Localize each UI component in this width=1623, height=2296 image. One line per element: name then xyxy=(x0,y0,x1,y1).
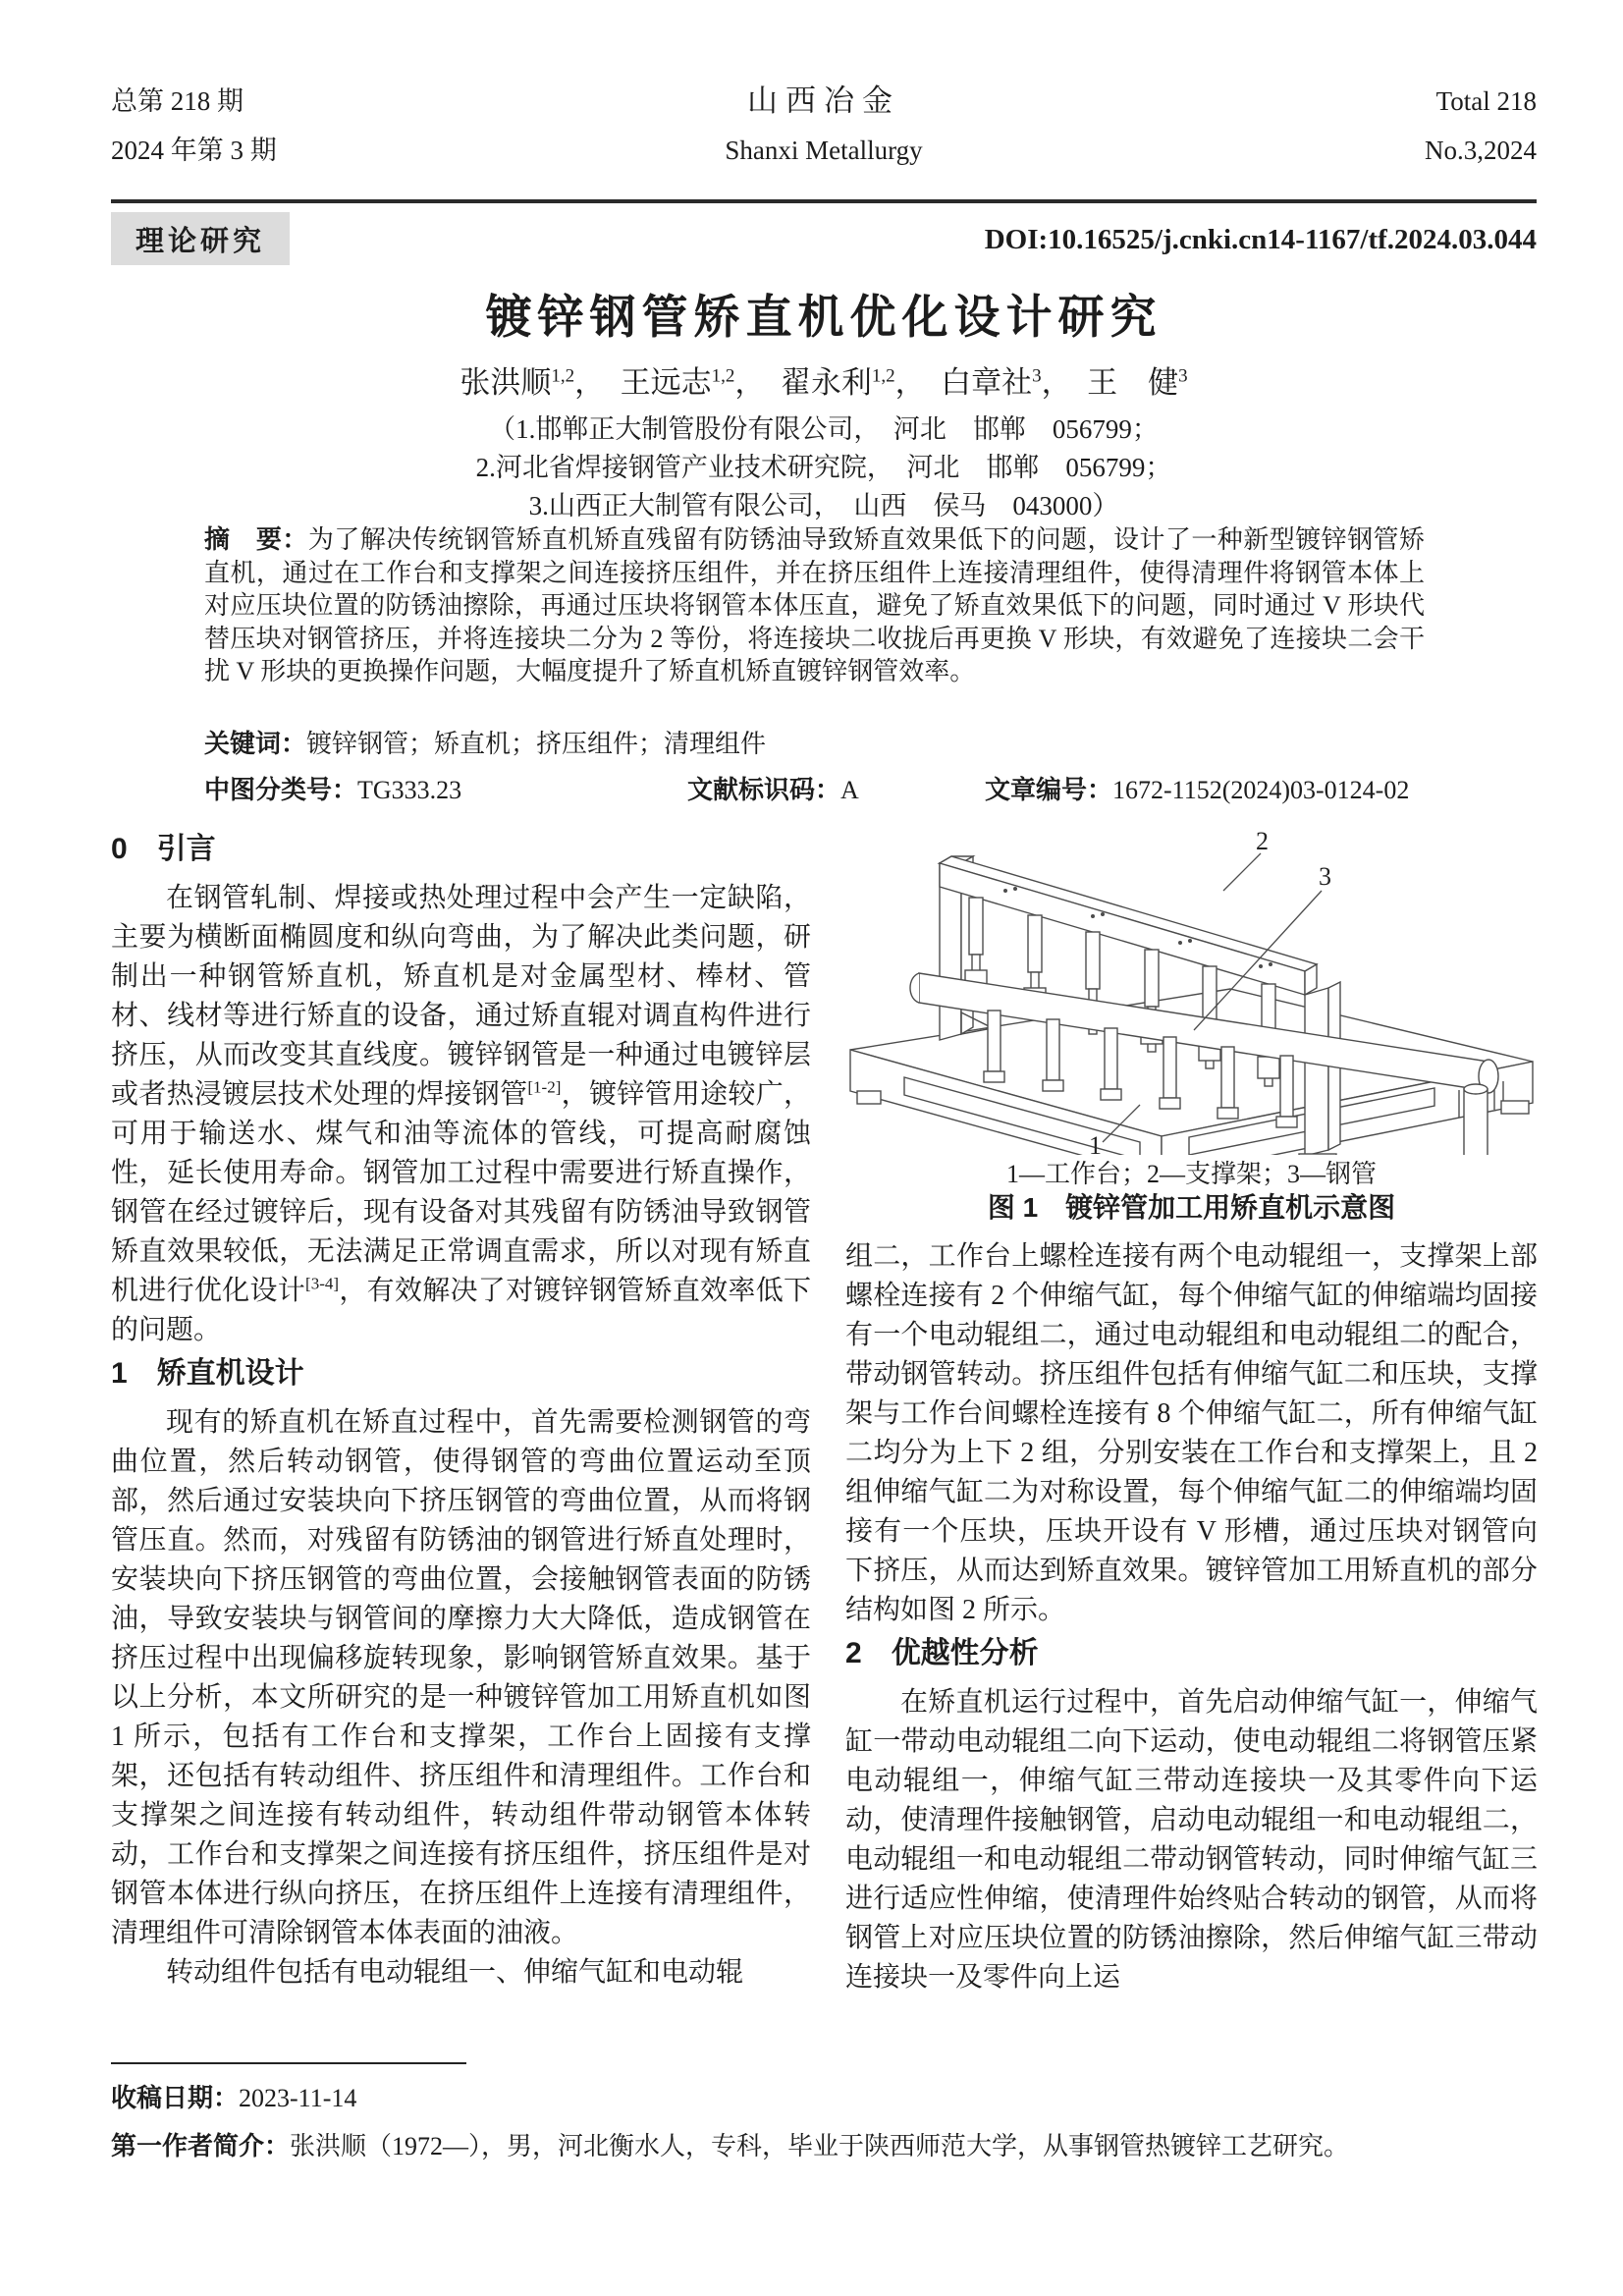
right-column xyxy=(845,826,1538,1997)
abstract-label: 摘 要： xyxy=(204,524,308,554)
issue-total-en: Total 218 xyxy=(1435,86,1537,116)
author-affil-sup: 1,2 xyxy=(711,365,735,387)
citation-ref: [1-2] xyxy=(527,1077,562,1097)
author-affil-sup: 3 xyxy=(1032,365,1042,387)
footnote xyxy=(111,2074,1537,2170)
running-head xyxy=(111,77,1537,175)
issue-total-cn: 总第 218 期 xyxy=(111,86,243,116)
frame-rail-top xyxy=(940,856,1317,971)
affiliation-line: 3.山西正大制管有限公司， 山西 侯马 043000） xyxy=(528,491,1119,520)
keywords-label: 关键词： xyxy=(204,729,307,758)
intro-paragraph: 在钢管轧制、焊接或热处理过程中会产生一定缺陷，主要为横断面椭圆度和纵向弯曲，为了解决此类问题，研制出一种钢管矫直机，矫直机是对金属型材、棒材、管材、线材等进行矫直的设备，通过矫直辊对调直构件进行挤压，从而改变其直线度。镀锌钢管是一种通过电镀锌层或者热浸镀层技术处理的焊接钢管[1-2]，镀锌管用途较广，可用于输送水、煤气和油等流体的管线，可提高耐腐蚀性，延长使用寿命。钢管加工过程中需要进行矫直操作，钢管在经过镀锌后，现有设备对其残留有防锈油导致钢管矫直效果较低，无法满足正常调直需求，所以对现有矫直机进行优化设计[3-4]，有效解决了对镀锌钢管矫直效率低下的问题。 xyxy=(111,883,811,1345)
article-title: 镀锌钢管矫直机优化设计研究 xyxy=(485,291,1163,343)
issue-number-en: No.3,2024 xyxy=(1425,136,1537,165)
section-heading-2: 2 优越性分析 xyxy=(845,1637,1039,1669)
figure1-caption: 图 1 镀锌管加工用矫直机示意图 xyxy=(987,1192,1396,1223)
author: 白章社$^3$， xyxy=(941,365,1088,400)
design-paragraph-2: 转动组件包括有电动辊组一、伸缩气缸和电动辊 xyxy=(166,1957,744,1988)
keywords-text: 镀锌钢管；矫直机；挤压组件；清理组件 xyxy=(306,730,767,758)
affiliation-line: （1.邯郸正大制管股份有限公司， 河北 邯郸 056799； xyxy=(489,414,1159,444)
classification-row xyxy=(204,770,1510,803)
document-code: 文献标识码：A xyxy=(687,775,859,804)
air-cylinder xyxy=(1464,1089,1488,1155)
journal-name-en: Shanxi Metallurgy xyxy=(725,136,923,165)
figure1-marker-2: 2 xyxy=(1256,827,1269,855)
affiliations xyxy=(111,410,1537,525)
author: 张洪顺$^{1,2}$， xyxy=(460,365,621,400)
author-list xyxy=(111,357,1537,402)
category-badge: 理论研究 xyxy=(111,212,290,265)
clc-number: 中图分类号：TG333.23 xyxy=(204,775,462,804)
advantage-paragraph: 在矫直机运行过程中，首先启动伸缩气缸一，伸缩气缸一带动电动辊组二向下运动，使电动辊组二将钢管压紧电动辊组一，伸缩气缸三带动连接块一及其零件向下运动，使清理件接触钢管，启动电动辊组一和电动辊组二，电动辊组一和电动辊组二带动钢管转动，同时伸缩气缸三进行适应性伸缩，使清理件始终贴合转动的钢管，从而将钢管上对应压块位置的防锈油擦除，然后伸缩气缸三带动连接块一及零件向上运 xyxy=(845,1687,1538,1993)
figure1-marker-1: 1 xyxy=(1089,1131,1102,1155)
citation-ref: [3-4] xyxy=(305,1274,340,1293)
section-heading-0: 0 引言 xyxy=(111,833,216,865)
doi: DOI:10.16525/j.cnki.cn14-1167/tf.2024.03.044 xyxy=(984,224,1537,255)
affiliation-line: 2.河北省焊接钢管产业技术研究院， 河北 邯郸 056799； xyxy=(475,453,1172,482)
author: 翟永利$^{1,2}$， xyxy=(780,365,942,400)
journal-name-cn: 山西冶金 xyxy=(747,83,900,118)
author: 王远志$^{1,2}$， xyxy=(620,365,781,400)
figure1-marker-3: 3 xyxy=(1319,862,1331,891)
figure1-legend: 1—工作台；2—支撑架；3—钢管 xyxy=(1005,1160,1377,1188)
issue-number-cn: 2024 年第 3 期 xyxy=(111,136,277,165)
author: 王 健$^3$ xyxy=(1087,365,1188,400)
continuation-paragraph: 组二，工作台上螺栓连接有两个电动辊组一，支撑架上部螺栓连接有 2 个伸缩气缸，每个伸缩气缸的伸缩端均固接有一个电动辊组二，通过电动辊组和电动辊组二的配合，带动钢管转动。挤压组件包括有伸缩气缸二和压块，支撑架与工作台间螺栓连接有 8 个伸缩气缸二，所有伸缩气缸二均分为上下 2 组，分别安装在工作台和支撑架上，且 2 组伸缩气缸二为对称设置，每个伸缩气缸二的伸缩端均固接有一个压块，压块开设有 V 形槽，通过压块对钢管向下挤压，从而达到矫直效果。镀锌管加工用矫直机的部分结构如图 2 所示。 xyxy=(845,1241,1538,1625)
figure1 xyxy=(845,826,1538,1226)
article-id: 文章编号：1672-1152(2024)03-0124-02 xyxy=(985,775,1410,804)
issue-info-cn xyxy=(111,77,435,175)
received-date-line: 收稿日期：2023-11-14 xyxy=(111,2083,357,2112)
author-affil-sup: 3 xyxy=(1178,365,1188,387)
figure1-diagram xyxy=(845,826,1538,1155)
header-rule xyxy=(111,199,1537,203)
frame-rail-front xyxy=(940,863,1305,995)
journal-name xyxy=(435,77,1213,175)
design-paragraph-1: 现有的矫直机在矫直过程中，首先需要检测钢管的弯曲位置，然后转动钢管，使得钢管的弯曲位置运动至顶部，然后通过安装块向下挤压钢管的弯曲位置，从而将钢管压直。然而，对残留有防锈油的钢管进行矫直处理时，安装块向下挤压钢管的弯曲位置，会接触钢管表面的防锈油，导致安装块与钢管间的摩擦力大大降低，造成钢管在挤压过程中出现偏移旋转现象，影响钢管矫直效果。基于以上分析，本文所研究的是一种镀锌管加工用矫直机如图 1 所示，包括有工作台和支撑架，工作台上固接有支撑架，还包括有转动组件、挤压组件和清理组件。工作台和支撑架之间连接有转动组件，转动组件带动钢管本体转动，工作台和支撑架之间连接有挤压组件，挤压组件是对钢管本体进行纵向挤压，在挤压组件上连接有清理组件，清理组件可清除钢管本体表面的油液。 xyxy=(111,1407,811,1948)
author-affil-sup: 1,2 xyxy=(551,365,575,387)
abstract-text: 为了解决传统钢管矫直机矫直残留有防锈油导致矫直效果低下的问题，设计了一种新型镀锌钢管矫直机，通过在工作台和支撑架之间连接挤压组件，并在挤压组件上连接清理组件，使得清理件将钢管本体上对应压块位置的防锈油擦除，再通过压块将钢管本体压直，避免了矫直效果低下的问题，同时通过 V 形块代替压块对钢管挤压，并将连接块二分为 2 等份，将连接块二收拢后再更换 V 形块，有效避免了连接块二会干扰 V 形块的更换操作问题，大幅度提升了矫直机矫直镀锌钢管效率。 xyxy=(204,525,1425,685)
abstract xyxy=(204,523,1425,688)
footnote-rule xyxy=(111,2062,466,2064)
left-column xyxy=(111,826,811,1993)
issue-info-en xyxy=(1213,77,1537,175)
frame-right-post xyxy=(1305,988,1328,1155)
first-author-bio-line: 第一作者简介：张洪顺（1972—），男，河北衡水人，专科，毕业于陕西师范大学，从事钢管热镀锌工艺研究。 xyxy=(111,2131,1350,2160)
section-heading-1: 1 矫直机设计 xyxy=(111,1357,304,1390)
author-affil-sup: 1,2 xyxy=(871,365,895,387)
keywords xyxy=(204,724,1425,760)
